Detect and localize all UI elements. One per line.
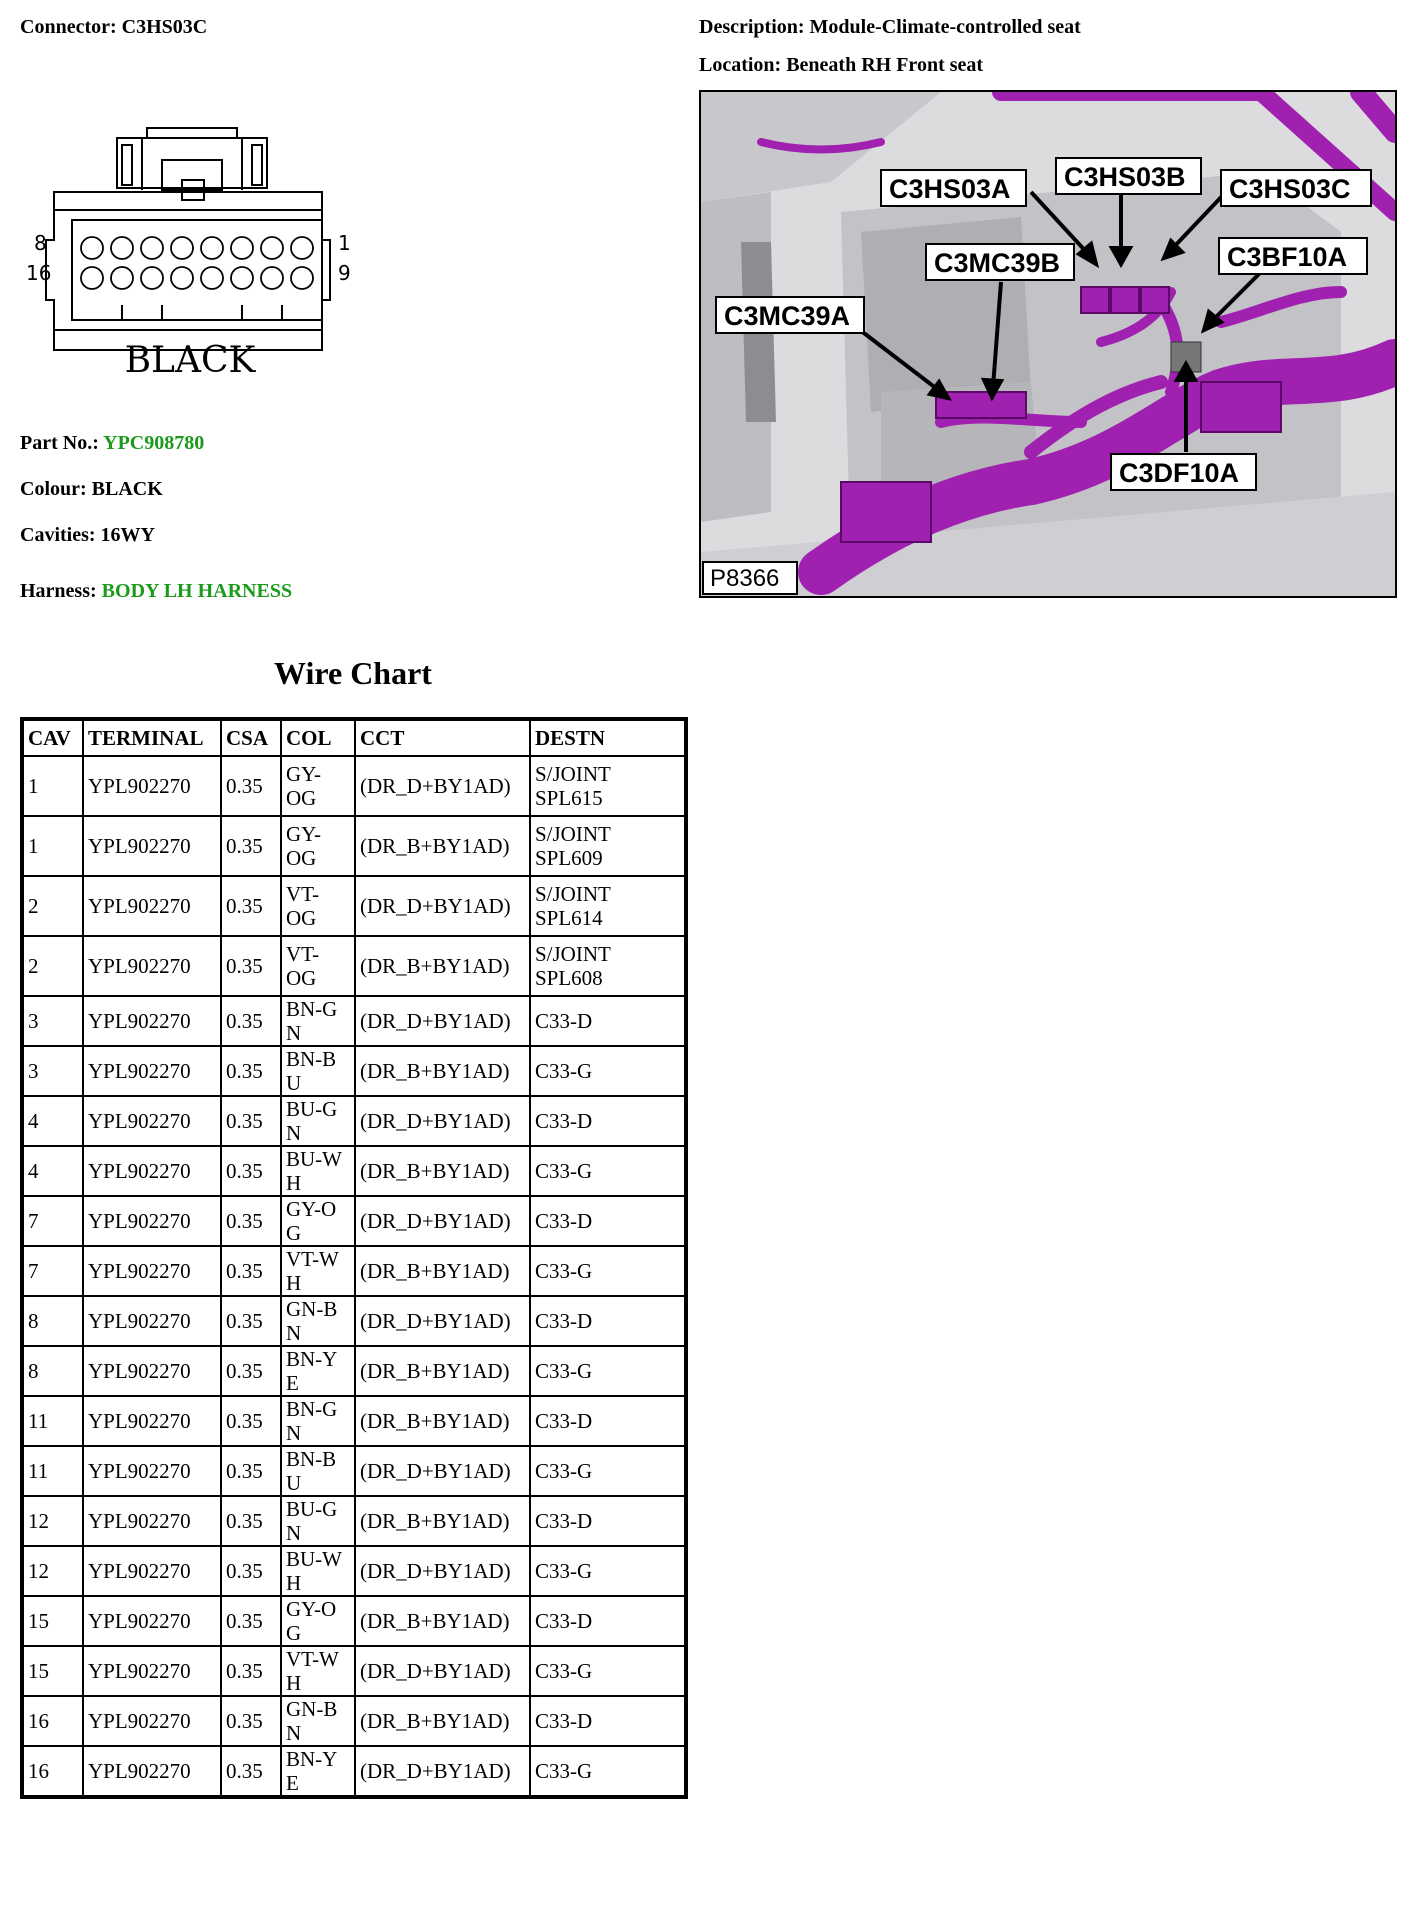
cell-terminal: YPL902270: [83, 1346, 221, 1396]
cell-cav: 11: [22, 1446, 83, 1496]
cell-csa: 0.35: [221, 1646, 281, 1696]
cell-cav: 15: [22, 1596, 83, 1646]
cell-csa: 0.35: [221, 1146, 281, 1196]
cell-terminal: YPL902270: [83, 876, 221, 936]
cell-terminal: YPL902270: [83, 1196, 221, 1246]
cell-destn: S/JOINT SPL615: [530, 756, 686, 816]
cell-cav: 8: [22, 1346, 83, 1396]
connector-pin: [171, 237, 193, 259]
cell-terminal: YPL902270: [83, 1296, 221, 1346]
cell-terminal: YPL902270: [83, 756, 221, 816]
cell-csa: 0.35: [221, 1596, 281, 1646]
cell-destn: C33-D: [530, 1396, 686, 1446]
cell-csa: 0.35: [221, 1246, 281, 1296]
cell-cct: (DR_D+BY1AD): [355, 1096, 530, 1146]
cell-cav: 12: [22, 1546, 83, 1596]
cell-cav: 8: [22, 1296, 83, 1346]
cell-terminal: YPL902270: [83, 1496, 221, 1546]
harness-link[interactable]: BODY LH HARNESS: [101, 580, 293, 602]
cell-destn: C33-D: [530, 1296, 686, 1346]
cell-csa: 0.35: [221, 1046, 281, 1096]
callout-c3bf10a: C3BF10A: [1227, 242, 1348, 272]
cell-cav: 7: [22, 1246, 83, 1296]
cell-csa: 0.35: [221, 996, 281, 1046]
cell-terminal: YPL902270: [83, 1446, 221, 1496]
header-cct: CCT: [355, 719, 530, 756]
connector-pin: [261, 237, 283, 259]
cell-cav: 12: [22, 1496, 83, 1546]
cell-destn: C33-D: [530, 1496, 686, 1546]
cell-destn: C33-G: [530, 1146, 686, 1196]
table-row: [22, 1246, 686, 1296]
connector-pin: [231, 237, 253, 259]
description-value: Module-Climate-controlled seat: [809, 16, 1081, 38]
cell-cct: (DR_D+BY1AD): [355, 1646, 530, 1696]
callout-c3mc39a: C3MC39A: [724, 301, 851, 331]
cell-cav: 16: [22, 1696, 83, 1746]
wire-chart-title: Wire Chart: [274, 655, 432, 691]
cell-csa: 0.35: [221, 1196, 281, 1246]
cell-cav: 15: [22, 1646, 83, 1696]
cell-destn: C33-G: [530, 1046, 686, 1096]
cell-cct: (DR_D+BY1AD): [355, 1446, 530, 1496]
header-cav: CAV: [22, 719, 83, 756]
location-label: Location:: [699, 54, 782, 76]
cell-destn: C33-G: [530, 1546, 686, 1596]
cell-destn: C33-D: [530, 1196, 686, 1246]
table-header-row: [22, 719, 686, 756]
table-row: [22, 1746, 686, 1797]
cell-cct: (DR_D+BY1AD): [355, 1746, 530, 1797]
cell-csa: 0.35: [221, 1696, 281, 1746]
connector-label: Connector:: [20, 16, 117, 38]
table-row: [22, 816, 686, 876]
table-row: [22, 1546, 686, 1596]
cell-cct: (DR_B+BY1AD): [355, 1496, 530, 1546]
connector-pin: [111, 267, 133, 289]
cell-terminal: YPL902270: [83, 1746, 221, 1797]
cell-csa: 0.35: [221, 1396, 281, 1446]
cell-destn: C33-G: [530, 1246, 686, 1296]
cell-csa: 0.35: [221, 816, 281, 876]
cell-terminal: YPL902270: [83, 816, 221, 876]
cell-cct: (DR_B+BY1AD): [355, 1696, 530, 1746]
cell-cct: (DR_D+BY1AD): [355, 996, 530, 1046]
cell-col: GY- OG: [281, 756, 355, 816]
cell-terminal: YPL902270: [83, 936, 221, 996]
connector-pin: [231, 267, 253, 289]
part-number-link[interactable]: YPC908780: [103, 432, 205, 454]
part-number-label: Part No.:: [20, 432, 99, 454]
cell-cct: (DR_B+BY1AD): [355, 1246, 530, 1296]
table-row: [22, 936, 686, 996]
header-col: COL: [281, 719, 355, 756]
cell-terminal: YPL902270: [83, 1396, 221, 1446]
cell-col: VT-WH: [281, 1246, 355, 1296]
cell-cct: (DR_B+BY1AD): [355, 936, 530, 996]
cell-destn: C33-D: [530, 1096, 686, 1146]
callout-c3df10a: C3DF10A: [1119, 458, 1240, 488]
cell-terminal: YPL902270: [83, 1646, 221, 1696]
cell-csa: 0.35: [221, 876, 281, 936]
cell-cav: 3: [22, 1046, 83, 1096]
cell-csa: 0.35: [221, 1296, 281, 1346]
table-row: [22, 1596, 686, 1646]
cell-cct: (DR_D+BY1AD): [355, 876, 530, 936]
cell-cav: 16: [22, 1746, 83, 1797]
table-row: [22, 1146, 686, 1196]
cell-col: GY-OG: [281, 1596, 355, 1646]
description-heading: [699, 16, 1081, 39]
description-label: Description:: [699, 16, 805, 38]
callout-c3hs03b: C3HS03B: [1064, 162, 1186, 192]
cell-terminal: YPL902270: [83, 996, 221, 1046]
cavities-label: Cavities:: [20, 524, 96, 546]
cell-cct: (DR_B+BY1AD): [355, 1346, 530, 1396]
cell-cct: (DR_B+BY1AD): [355, 1146, 530, 1196]
cell-destn: C33-G: [530, 1446, 686, 1496]
cell-col: BU-WH: [281, 1546, 355, 1596]
pin-label-1: 1: [338, 231, 351, 255]
cell-cct: (DR_B+BY1AD): [355, 1046, 530, 1096]
cavities-info: [20, 524, 155, 547]
connector-pin: [201, 237, 223, 259]
wire-chart-table: [20, 717, 688, 1799]
cell-terminal: YPL902270: [83, 1596, 221, 1646]
cavities-value: 16WY: [100, 524, 155, 546]
table-row: [22, 1396, 686, 1446]
figure-id: P8366: [710, 565, 780, 592]
cell-cct: (DR_B+BY1AD): [355, 1396, 530, 1446]
cell-col: BN-GN: [281, 1396, 355, 1446]
cell-csa: 0.35: [221, 1096, 281, 1146]
pin-label-8: 8: [34, 231, 47, 255]
cell-csa: 0.35: [221, 1346, 281, 1396]
cell-cav: 3: [22, 996, 83, 1046]
cell-cct: (DR_D+BY1AD): [355, 1296, 530, 1346]
header-destn: DESTN: [530, 719, 686, 756]
table-row: [22, 756, 686, 816]
connector-pin: [111, 237, 133, 259]
cell-cav: 11: [22, 1396, 83, 1446]
part-number: [20, 432, 204, 455]
cell-cav: 4: [22, 1146, 83, 1196]
harness-label: Harness:: [20, 580, 97, 602]
connector-face-drawing: [22, 120, 362, 390]
table-row: [22, 996, 686, 1046]
cell-terminal: YPL902270: [83, 1096, 221, 1146]
connector-heading: [20, 16, 207, 39]
cell-destn: C33-D: [530, 996, 686, 1046]
table-row: [22, 1296, 686, 1346]
connector-pin: [81, 267, 103, 289]
cell-col: BU-GN: [281, 1496, 355, 1546]
pin-label-16: 16: [26, 261, 52, 285]
pin-label-9: 9: [338, 261, 351, 285]
table-row: [22, 1696, 686, 1746]
callout-c3hs03a: C3HS03A: [889, 174, 1011, 204]
cell-col: BN-GN: [281, 996, 355, 1046]
cell-col: BU-GN: [281, 1096, 355, 1146]
cell-cav: 1: [22, 756, 83, 816]
colour-label: Colour:: [20, 478, 87, 500]
location-photo: [699, 90, 1397, 598]
cell-destn: C33-G: [530, 1646, 686, 1696]
table-row: [22, 1496, 686, 1546]
cell-cct: (DR_D+BY1AD): [355, 756, 530, 816]
connector-pin: [201, 267, 223, 289]
colour-info: [20, 478, 163, 501]
cell-col: BN-YE: [281, 1346, 355, 1396]
cell-csa: 0.35: [221, 1546, 281, 1596]
header-csa: CSA: [221, 719, 281, 756]
cell-col: BN-BU: [281, 1046, 355, 1096]
connector-pin: [171, 267, 193, 289]
connector-pin: [261, 267, 283, 289]
cell-cav: 1: [22, 816, 83, 876]
cell-col: GN-BN: [281, 1696, 355, 1746]
cell-cav: 4: [22, 1096, 83, 1146]
cell-destn: C33-G: [530, 1346, 686, 1396]
location-heading: [699, 54, 983, 77]
cell-cct: (DR_D+BY1AD): [355, 1196, 530, 1246]
cell-cav: 7: [22, 1196, 83, 1246]
cell-col: BN-BU: [281, 1446, 355, 1496]
cell-csa: 0.35: [221, 1496, 281, 1546]
colour-value: BLACK: [91, 478, 163, 500]
cell-destn: S/JOINT SPL608: [530, 936, 686, 996]
table-row: [22, 1646, 686, 1696]
cell-csa: 0.35: [221, 756, 281, 816]
cell-col: BU-WH: [281, 1146, 355, 1196]
cell-terminal: YPL902270: [83, 1696, 221, 1746]
connector-pin: [291, 267, 313, 289]
table-row: [22, 1096, 686, 1146]
cell-cav: 2: [22, 936, 83, 996]
cell-cct: (DR_B+BY1AD): [355, 1596, 530, 1646]
callout-c3mc39b: C3MC39B: [934, 248, 1061, 278]
cell-terminal: YPL902270: [83, 1246, 221, 1296]
cell-csa: 0.35: [221, 1746, 281, 1797]
header-terminal: TERMINAL: [83, 719, 221, 756]
table-row: [22, 876, 686, 936]
cell-terminal: YPL902270: [83, 1046, 221, 1096]
cell-terminal: YPL902270: [83, 1546, 221, 1596]
cell-destn: S/JOINT SPL609: [530, 816, 686, 876]
cell-cav: 2: [22, 876, 83, 936]
table-row: [22, 1046, 686, 1096]
connector-pin: [81, 237, 103, 259]
cell-destn: C33-G: [530, 1746, 686, 1797]
cell-csa: 0.35: [221, 936, 281, 996]
cell-col: GY-OG: [281, 1196, 355, 1246]
connector-colour-caption: BLACK: [124, 340, 256, 381]
table-row: [22, 1446, 686, 1496]
cell-terminal: YPL902270: [83, 1146, 221, 1196]
cell-col: BN-YE: [281, 1746, 355, 1797]
connector-pin: [291, 237, 313, 259]
table-row: [22, 1346, 686, 1396]
cell-col: GN-BN: [281, 1296, 355, 1346]
cell-cct: (DR_D+BY1AD): [355, 1546, 530, 1596]
cell-col: GY- OG: [281, 816, 355, 876]
cell-col: VT-WH: [281, 1646, 355, 1696]
harness-info: [20, 580, 292, 603]
cell-destn: S/JOINT SPL614: [530, 876, 686, 936]
cell-cct: (DR_B+BY1AD): [355, 816, 530, 876]
connector-pin: [141, 267, 163, 289]
location-value: Beneath RH Front seat: [786, 54, 984, 76]
cell-col: VT- OG: [281, 936, 355, 996]
cell-destn: C33-D: [530, 1696, 686, 1746]
cell-col: VT- OG: [281, 876, 355, 936]
connector-pin: [141, 237, 163, 259]
connector-value: C3HS03C: [121, 16, 208, 38]
cell-destn: C33-D: [530, 1596, 686, 1646]
table-row: [22, 1196, 686, 1246]
cell-csa: 0.35: [221, 1446, 281, 1496]
callout-c3hs03c: C3HS03C: [1229, 174, 1351, 204]
